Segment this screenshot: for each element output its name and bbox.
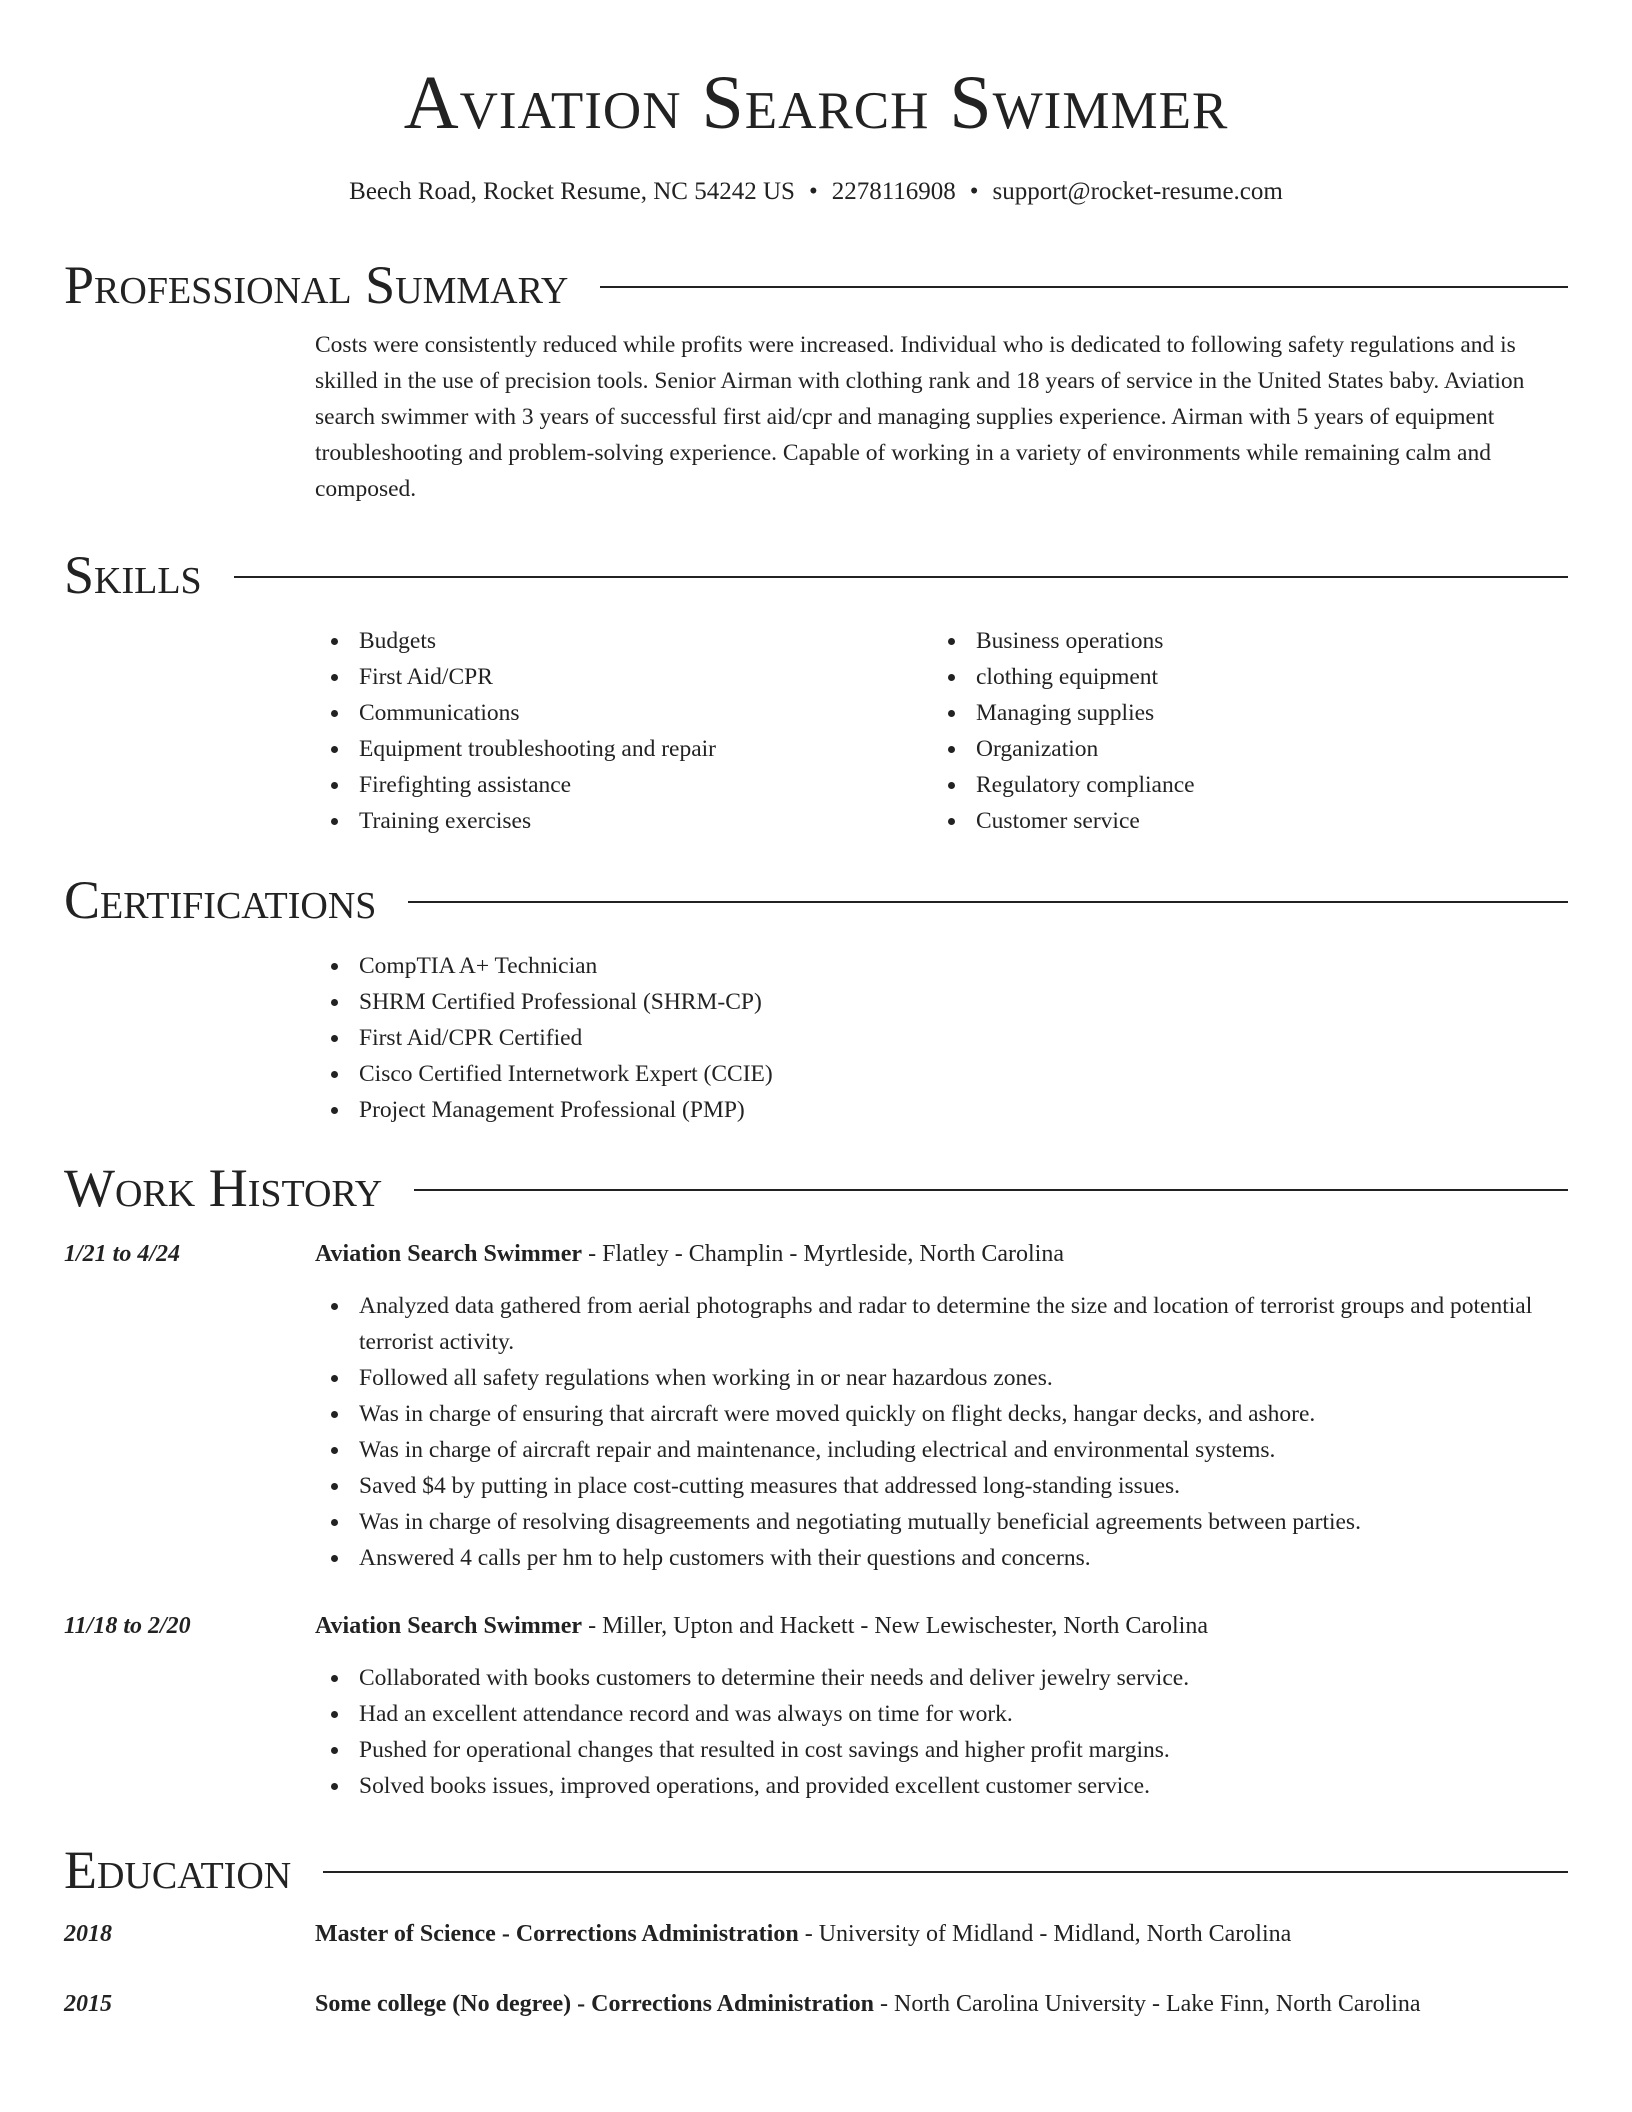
skill-item: Budgets — [315, 623, 932, 659]
job-title: Aviation Search Swimmer — [315, 1241, 583, 1267]
section-header — [64, 866, 1568, 934]
job-duties — [315, 1660, 1568, 1804]
contact-separator: • — [969, 178, 979, 205]
duty-item: Had an excellent attendance record and was always on time for work. — [315, 1696, 1568, 1732]
section-title: Work History — [64, 1158, 383, 1218]
duty-item: Answered 4 calls per hm to help customers with their questions and concerns. — [315, 1540, 1568, 1576]
education-school: - University of Midland - Midland, North Carolina — [798, 1921, 1292, 1947]
section-divider — [323, 1871, 1568, 1873]
duty-item: Was in charge of resolving disagreements and negotiating mutually beneficial agreements between parties. — [315, 1504, 1568, 1540]
skills-list-left — [315, 623, 932, 839]
skill-item: Training exercises — [315, 803, 932, 839]
duty-item: Solved books issues, improved operations, and provided excellent customer service. — [315, 1768, 1568, 1804]
job-employer: - Miller, Upton and Hackett - New Lewischester, North Carolina — [582, 1613, 1208, 1639]
education-content — [315, 1986, 1568, 2022]
duty-item: Collaborated with books customers to determine their needs and deliver jewelry service. — [315, 1660, 1568, 1696]
education-entry — [64, 1986, 1568, 2022]
education-degree: Master of Science - Corrections Administration — [315, 1921, 799, 1947]
job-dates: 1/21 to 4/24 — [64, 1241, 181, 1267]
education-heading — [315, 1986, 1568, 2022]
skills-columns — [315, 623, 1568, 839]
duty-item: Saved $4 by putting in place cost-cutting measures that addressed long-standing issues. — [315, 1468, 1568, 1504]
section-header — [64, 1154, 1568, 1222]
job-content — [315, 1236, 1568, 1576]
section-title: Professional Summary — [64, 255, 569, 315]
skills-section — [64, 541, 1568, 839]
summary-section — [64, 251, 1568, 507]
certification-item: Cisco Certified Internetwork Expert (CCIE) — [315, 1056, 1568, 1092]
education-heading — [315, 1916, 1568, 1952]
certification-item: SHRM Certified Professional (SHRM-CP) — [315, 984, 1568, 1020]
candidate-name: Aviation Search Swimmer — [403, 61, 1229, 145]
section-header — [64, 251, 1568, 319]
certification-item: Project Management Professional (PMP) — [315, 1092, 1568, 1128]
section-divider — [408, 901, 1568, 903]
job-content — [315, 1608, 1568, 1804]
duty-item: Pushed for operational changes that resulted in cost savings and higher profit margins. — [315, 1732, 1568, 1768]
certifications-section — [64, 866, 1568, 1128]
job-employer: - Flatley - Champlin - Myrtleside, North Carolina — [582, 1241, 1065, 1267]
skill-item: clothing equipment — [932, 659, 1549, 695]
education-section — [64, 1836, 1568, 2022]
skill-item: First Aid/CPR — [315, 659, 932, 695]
education-year: 2018 — [64, 1921, 112, 1947]
section-header — [64, 541, 1568, 609]
skill-item: Communications — [315, 695, 932, 731]
summary-text: Costs were consistently reduced while profits were increased. Individual who is dedicated to following safety regulations and is skilled in the use of precision tools. Senior Airman with clothing rank and 18 years of service in the United States baby. Aviation search swimmer with 3 years of successful first aid/cpr and managing supplies experience. Airman with 5 years of equipment troubleshooting and problem-solving experience. Capable of working in a variety of environments while remaining calm and composed. — [315, 332, 1525, 502]
section-divider — [414, 1189, 1568, 1191]
work-history-section — [64, 1154, 1568, 1804]
skill-item: Equipment troubleshooting and repair — [315, 731, 932, 767]
education-year: 2015 — [64, 1991, 112, 2017]
section-divider — [600, 286, 1568, 288]
skill-item: Business operations — [932, 623, 1549, 659]
skill-item: Customer service — [932, 803, 1549, 839]
contact-address: Beech Road, Rocket Resume, NC 54242 US — [349, 178, 795, 205]
contact-phone: 2278116908 — [831, 178, 956, 205]
skills-list-right — [932, 623, 1549, 839]
duty-item: Followed all safety regulations when working in or near hazardous zones. — [315, 1360, 1568, 1396]
education-entry — [64, 1916, 1568, 1952]
job-title: Aviation Search Swimmer — [315, 1613, 583, 1639]
contact-email: support@rocket-resume.com — [992, 178, 1283, 205]
skill-item: Firefighting assistance — [315, 767, 932, 803]
job-dates: 11/18 to 2/20 — [64, 1613, 191, 1639]
skill-item: Managing supplies — [932, 695, 1549, 731]
section-title: Education — [64, 1840, 292, 1900]
skill-item: Regulatory compliance — [932, 767, 1549, 803]
certifications-list — [315, 948, 1568, 1128]
education-content — [315, 1916, 1568, 1952]
skill-item: Organization — [932, 731, 1549, 767]
job-duties — [315, 1288, 1568, 1576]
certification-item: CompTIA A+ Technician — [315, 948, 1568, 984]
contact-separator: • — [808, 178, 818, 205]
job-heading — [315, 1608, 1568, 1644]
section-title: Certifications — [64, 870, 377, 930]
duty-item: Was in charge of aircraft repair and maintenance, including electrical and environmental systems. — [315, 1432, 1568, 1468]
job-heading — [315, 1236, 1568, 1272]
duty-item: Analyzed data gathered from aerial photographs and radar to determine the size and location of terrorist groups and potential terrorist activity. — [315, 1288, 1568, 1360]
job-entry — [64, 1236, 1568, 1576]
job-entry — [64, 1608, 1568, 1804]
section-header — [64, 1836, 1568, 1904]
education-degree: Some college (No degree) - Corrections Administration — [315, 1991, 874, 2017]
section-divider — [234, 576, 1568, 578]
duty-item: Was in charge of ensuring that aircraft were moved quickly on flight decks, hangar decks, and ashore. — [315, 1396, 1568, 1432]
section-title: Skills — [64, 545, 202, 605]
contact-line — [0, 174, 1632, 210]
education-school: - North Carolina University - Lake Finn, North Carolina — [874, 1991, 1421, 2017]
certification-item: First Aid/CPR Certified — [315, 1020, 1568, 1056]
